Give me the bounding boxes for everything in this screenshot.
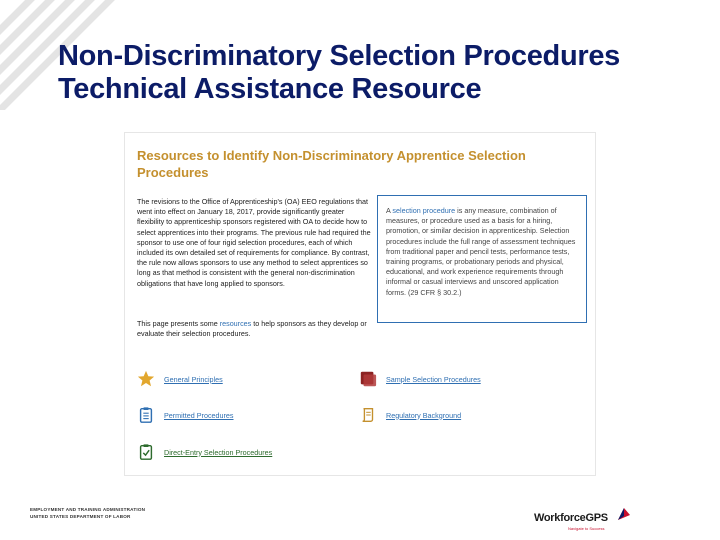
slide-title <box>58 40 708 106</box>
definition-prefix: A <box>386 206 393 215</box>
resources-text-before: This page presents some <box>137 319 220 328</box>
definition-box <box>377 195 587 323</box>
scroll-icon <box>359 406 377 424</box>
general-principles-label: General Principles <box>164 374 223 384</box>
clipboard-icon <box>137 406 155 424</box>
resource-page-screenshot <box>124 132 596 476</box>
slide-title-line2: Technical Assistance Resource <box>58 73 482 105</box>
resources-link[interactable]: resources <box>219 319 252 328</box>
workforcegps-logo <box>534 508 634 534</box>
eta-dol-footer <box>30 506 145 520</box>
agency-line2: UNITED STATES DEPARTMENT OF LABOR <box>30 514 131 519</box>
regulatory-background-link[interactable] <box>359 406 461 424</box>
resources-text-after: to help sponsors as they develop or evaluate their selection procedures. <box>137 319 367 339</box>
logo-text: WorkforceGPS <box>534 512 608 524</box>
direct-entry-selection-procedures-label: Direct-Entry Selection Procedures <box>164 447 273 457</box>
logo-flag-icon <box>616 506 632 522</box>
intro-paragraph: The revisions to the Office of Apprenticeship's (OA) EEO regulations that went into effect on January 18, 2017, provide significantly greater flexibility to apprenticeship sponsors registered with OA to decide how to select apprentices into their programs. The previous rule had required the sponsor to use one of four rigid selection procedures, each of which included its own detailed set of requirements for compliance. By contrast, the rule now allows sponsors to use any method to select apprentices so long as that method is consistent with the general non-discrimination obligations that have long applied to sponsors. <box>137 197 371 288</box>
selection-procedure-link[interactable]: selection procedure <box>392 206 456 215</box>
permitted-procedures-link[interactable] <box>137 406 234 424</box>
sample-selection-procedures-link[interactable] <box>359 370 481 388</box>
general-principles-link[interactable] <box>137 370 223 388</box>
definition-text: is any measure, combination of measures, or procedure used as a basis for a hiring, promotion, or similar decision in apprenticeship. Selection procedures include the full range of assessment techniques from traditional paper and pencil tests, performance tests, training programs, or probationary periods and physical, educational, and work experience requirements through informal or casual interviews and unscored application forms. (29 CFR § 30.2.) <box>386 206 576 297</box>
permitted-procedures-label: Permitted Procedures <box>164 410 234 420</box>
agency-line1: EMPLOYMENT AND TRAINING ADMINISTRATION <box>30 507 146 512</box>
logo-tagline: Navigate to Success <box>568 526 605 531</box>
regulatory-background-label: Regulatory Background <box>386 410 462 420</box>
sample-selection-procedures-label: Sample Selection Procedures <box>386 374 481 384</box>
panel-heading: Resources to Identify Non-Discriminatory Apprentice Selection Procedures <box>137 148 526 180</box>
resources-paragraph <box>137 319 373 339</box>
slide-title-line1: Non-Discriminatory Selection Procedures <box>58 40 621 72</box>
star-icon <box>137 370 155 388</box>
direct-entry-selection-procedures-link[interactable] <box>137 443 272 461</box>
clipboard-check-icon <box>137 443 155 461</box>
folder-icon <box>359 370 377 388</box>
